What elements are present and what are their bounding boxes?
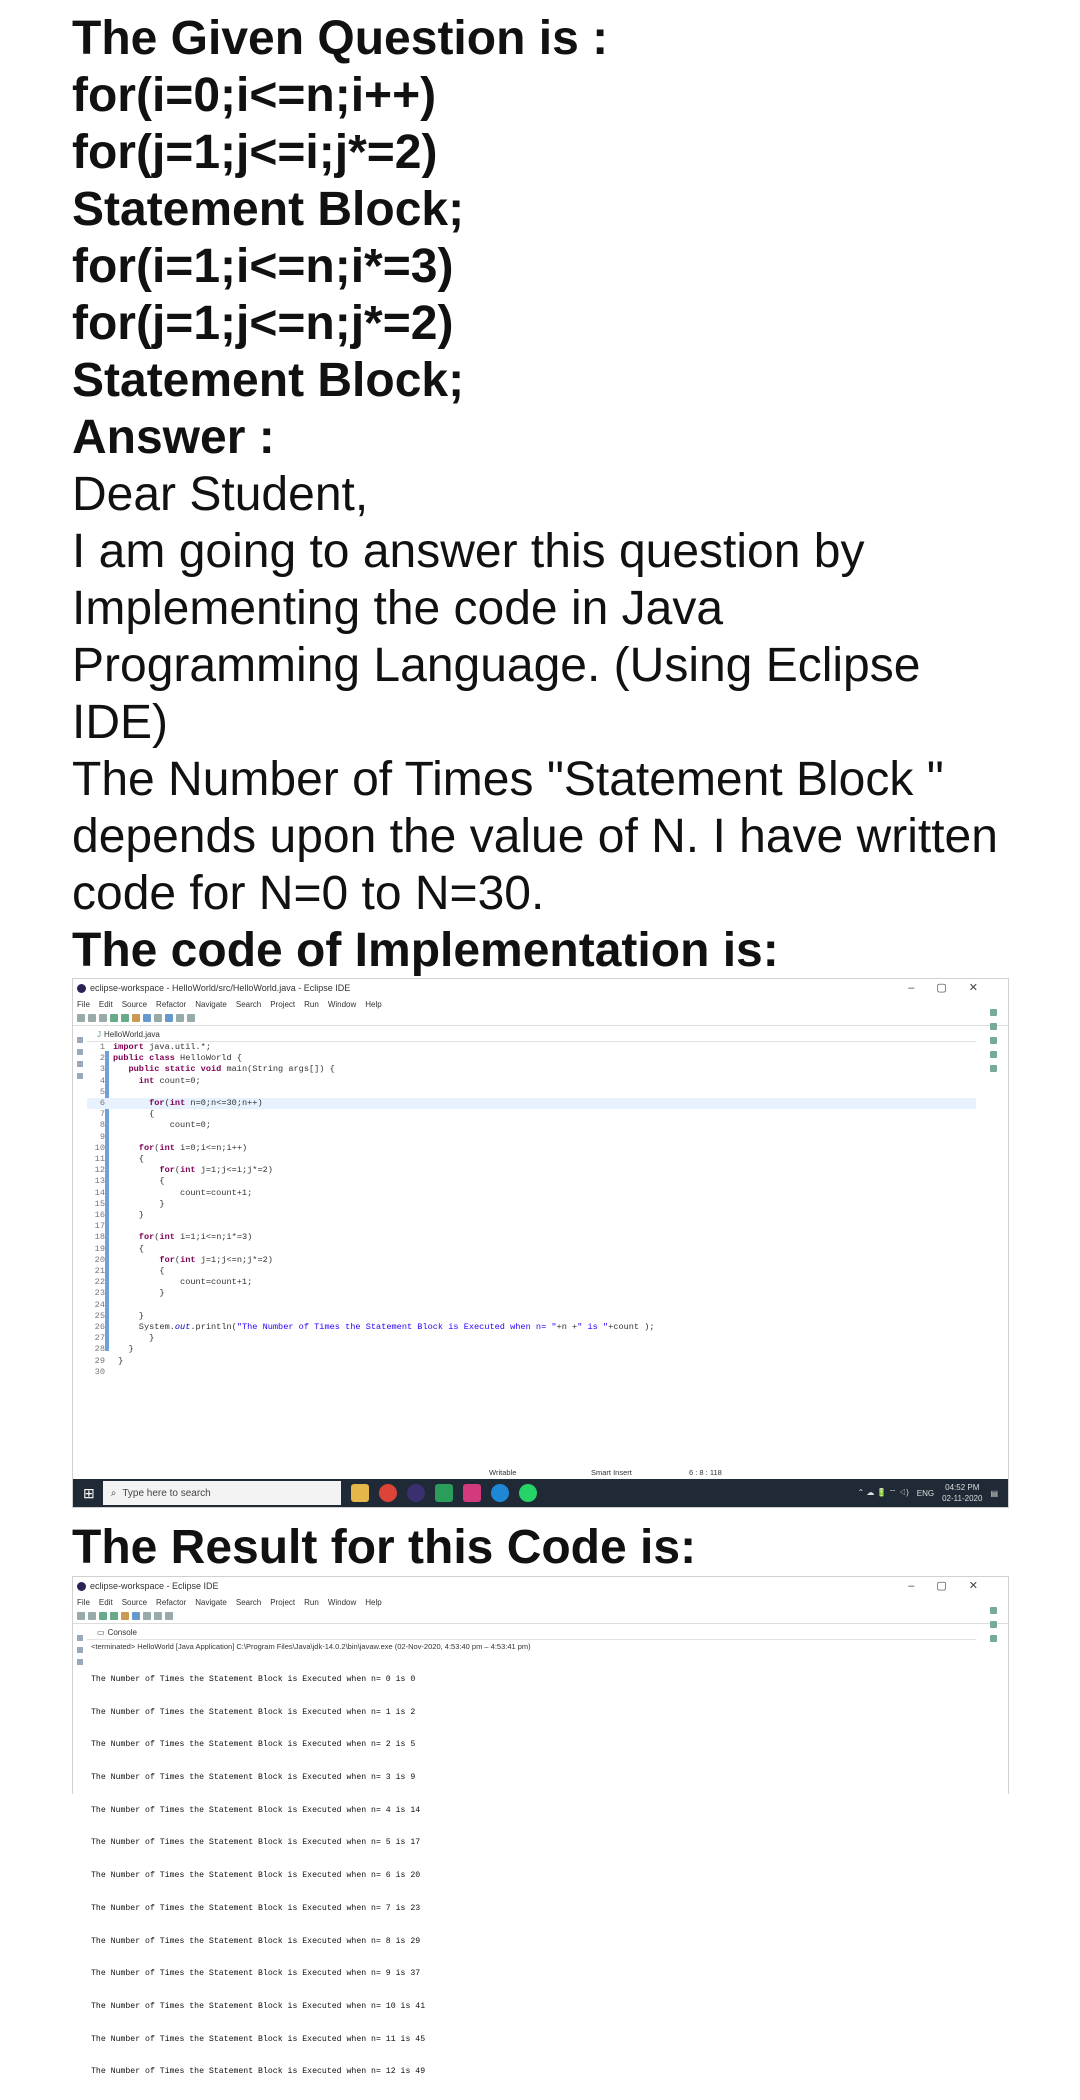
edge-icon[interactable] bbox=[491, 1484, 509, 1502]
forward-icon[interactable] bbox=[187, 1014, 195, 1022]
menu-help[interactable]: Help bbox=[365, 1597, 382, 1607]
file-icon: J bbox=[97, 1029, 101, 1039]
console-tab-label: Console bbox=[107, 1627, 137, 1637]
document-body bbox=[72, 10, 1032, 979]
menu-bar bbox=[73, 1595, 1008, 1609]
console-line: The Number of Times the Statement Block is Executed when n= 10 is 41 bbox=[91, 2002, 426, 2011]
eclipse-icon bbox=[77, 1582, 86, 1591]
terminated-label: <terminated> HelloWorld [Java Application] C:\Program Files\Java\jdk-14.0.2\bin\javaw.exe (02-Nov-2020, 4:53:40 pm – 4:53:41 pm) bbox=[91, 1642, 531, 1651]
menu-project[interactable]: Project bbox=[270, 1597, 296, 1607]
windows-start-icon[interactable]: ⊞ bbox=[83, 1484, 95, 1501]
menu-navigate[interactable]: Navigate bbox=[195, 1597, 227, 1607]
window-title: eclipse-workspace - HelloWorld/src/HelloWorld.java - Eclipse IDE bbox=[90, 983, 351, 993]
menu-bar bbox=[73, 997, 1008, 1011]
menu-run[interactable]: Run bbox=[304, 1597, 319, 1607]
answer-line: The Number of Times "Statement Block " bbox=[72, 753, 944, 806]
answer-line: IDE) bbox=[72, 696, 168, 749]
perspective-icon[interactable] bbox=[990, 1009, 997, 1016]
file-explorer-icon[interactable] bbox=[351, 1484, 369, 1502]
answer-line: depends upon the value of N. I have written bbox=[72, 810, 998, 863]
answer-line: Programming Language. (Using Eclipse bbox=[72, 639, 921, 692]
implementation-heading: The code of Implementation is: bbox=[72, 924, 779, 977]
hierarchy-icon[interactable] bbox=[77, 1659, 83, 1665]
window-title: eclipse-workspace - Eclipse IDE bbox=[90, 1581, 219, 1591]
left-trim-bar bbox=[75, 1635, 85, 1665]
menu-window[interactable]: Window bbox=[327, 1597, 357, 1607]
search-icon[interactable] bbox=[143, 1612, 151, 1620]
eclipse-taskbar-icon[interactable] bbox=[407, 1484, 425, 1502]
answer-heading: Answer : bbox=[72, 411, 275, 464]
task-list-icon[interactable] bbox=[990, 1023, 997, 1030]
console-line: The Number of Times the Statement Block is Executed when n= 2 is 5 bbox=[91, 1740, 416, 1750]
taskbar-search-placeholder: Type here to search bbox=[122, 1487, 211, 1499]
problems-view-icon[interactable] bbox=[990, 1051, 997, 1058]
problems-view-icon[interactable] bbox=[990, 1635, 997, 1642]
problems-icon[interactable] bbox=[77, 1073, 83, 1079]
pycharm-icon[interactable] bbox=[435, 1484, 453, 1502]
console-line: The Number of Times the Statement Block is Executed when n= 5 is 17 bbox=[91, 1838, 421, 1848]
print-icon[interactable] bbox=[99, 1014, 107, 1022]
window-titlebar bbox=[73, 1577, 1008, 1595]
right-trim-bar bbox=[982, 1607, 1004, 1642]
menu-navigate[interactable]: Navigate bbox=[195, 999, 227, 1009]
console-icon: ▭ bbox=[97, 1627, 105, 1637]
console-view-icon[interactable] bbox=[990, 1065, 997, 1072]
window-controls[interactable]: –▢✕ bbox=[908, 982, 1000, 994]
status-bar bbox=[73, 1466, 1008, 1478]
status-insert-mode: Smart Insert bbox=[591, 1467, 632, 1477]
menu-source[interactable]: Source bbox=[121, 999, 148, 1009]
menu-edit[interactable]: Edit bbox=[98, 1597, 113, 1607]
back-icon[interactable] bbox=[176, 1014, 184, 1022]
answer-line: I am going to answer this question by bbox=[72, 525, 865, 578]
tray-icons[interactable]: ⌃ ☁ 🔋 ⌔ ◁) bbox=[857, 1488, 909, 1497]
console-view[interactable] bbox=[87, 1625, 976, 2077]
back-icon[interactable] bbox=[154, 1612, 162, 1620]
new-icon[interactable] bbox=[77, 1612, 85, 1620]
console-line: The Number of Times the Statement Block is Executed when n= 12 is 49 bbox=[91, 2067, 426, 2077]
code-line: Statement Block; bbox=[72, 354, 465, 407]
menu-help[interactable]: Help bbox=[365, 999, 382, 1009]
perspective-icon[interactable] bbox=[990, 1607, 997, 1614]
new-icon[interactable] bbox=[77, 1014, 85, 1022]
taskbar-clock[interactable] bbox=[942, 1482, 982, 1504]
menu-refactor[interactable]: Refactor bbox=[156, 1597, 187, 1607]
console-line: The Number of Times the Statement Block is Executed when n= 7 is 23 bbox=[91, 1903, 421, 1913]
forward-icon[interactable] bbox=[165, 1612, 173, 1620]
menu-search[interactable]: Search bbox=[235, 1597, 262, 1607]
menu-source[interactable]: Source bbox=[121, 1597, 148, 1607]
code-line: for(i=1;i<=n;i*=3) bbox=[72, 240, 454, 293]
status-cursor-position: 6 : 8 : 118 bbox=[689, 1467, 722, 1477]
toolbar bbox=[73, 1609, 1008, 1624]
chrome-icon[interactable] bbox=[379, 1484, 397, 1502]
clock-date: 02-11-2020 bbox=[942, 1494, 983, 1503]
navigate-icon[interactable] bbox=[165, 1014, 173, 1022]
whatsapp-icon[interactable] bbox=[519, 1484, 537, 1502]
console-line: The Number of Times the Statement Block is Executed when n= 9 is 37 bbox=[91, 1969, 421, 1979]
code-line: for(j=1;j<=n;j*=2) bbox=[72, 297, 454, 350]
eclipse-console-screenshot bbox=[72, 1576, 1009, 2077]
code-line: Statement Block; bbox=[72, 183, 465, 236]
right-trim-bar bbox=[982, 1009, 1004, 1072]
result-heading: The Result for this Code is: bbox=[72, 1521, 697, 1574]
save-icon[interactable] bbox=[88, 1014, 96, 1022]
console-line: The Number of Times the Statement Block is Executed when n= 8 is 29 bbox=[91, 1936, 421, 1946]
notification-icon[interactable]: ▤ bbox=[990, 1488, 998, 1498]
run-icon[interactable] bbox=[110, 1612, 118, 1620]
console-line: The Number of Times the Statement Block is Executed when n= 6 is 20 bbox=[91, 1871, 421, 1881]
clock-time: 04:52 PM bbox=[945, 1483, 980, 1492]
console-line: The Number of Times the Statement Block is Executed when n= 4 is 14 bbox=[91, 1805, 421, 1815]
external-tools-icon[interactable] bbox=[121, 1612, 129, 1620]
editor-tab[interactable] bbox=[87, 1027, 976, 1042]
answer-line: code for N=0 to N=30. bbox=[72, 867, 545, 920]
language-indicator[interactable]: ENG bbox=[916, 1488, 935, 1498]
answer-line: Implementing the code in Java bbox=[72, 582, 724, 635]
outline-icon[interactable] bbox=[77, 1647, 83, 1653]
menu-file[interactable]: File bbox=[77, 999, 90, 1009]
menu-search[interactable]: Search bbox=[235, 999, 262, 1009]
window-titlebar bbox=[73, 979, 1008, 997]
menu-edit[interactable]: Edit bbox=[98, 999, 113, 1009]
search-icon: ⌕ bbox=[110, 1487, 117, 1499]
new-class-icon[interactable] bbox=[132, 1612, 140, 1620]
eclipse-editor-screenshot bbox=[72, 978, 1009, 1508]
console-output bbox=[87, 1653, 976, 2100]
code-line: for(j=1;j<=i;j*=2) bbox=[72, 126, 438, 179]
console-line: The Number of Times the Statement Block is Executed when n= 3 is 9 bbox=[91, 1772, 416, 1782]
system-tray bbox=[858, 1482, 1009, 1504]
outline-view-icon[interactable] bbox=[990, 1037, 997, 1044]
save-icon[interactable] bbox=[88, 1612, 96, 1620]
new-class-icon[interactable] bbox=[143, 1014, 151, 1022]
left-trim-bar bbox=[75, 1037, 85, 1079]
menu-refactor[interactable]: Refactor bbox=[156, 999, 187, 1009]
search-icon[interactable] bbox=[154, 1014, 162, 1022]
source-code: 1 import java.util.*; 2 public class HelloWorld { 3 public static void main(String args[]) { 4 int count=0; 5 6 for(int n=0;n<=30;n++) 7 { 8 count=0; 9 10 for(int i=0;i<=n;i++) 11 { 12 for(int j=1;j<=i;j*=2) 13 { 14 count=count+1; 15 } 16 } 17 18 for(int i=1;i<=n;i*=3) 19 { 20 for(int j=1;j<=n;j*=2) 21 { 22 count=count+1; 23 } 24 25 } 26 System.out.println("The Number of Times the Statement Block is Executed when n= "+n +" is "+count ); 27 } 28 } 29 } 30 bbox=[87, 1042, 976, 1378]
eclipse-icon bbox=[77, 984, 86, 993]
intellij-icon[interactable] bbox=[463, 1484, 481, 1502]
menu-file[interactable]: File bbox=[77, 1597, 90, 1607]
menu-project[interactable]: Project bbox=[270, 999, 296, 1009]
windows-taskbar bbox=[73, 1479, 1008, 1507]
console-line: The Number of Times the Statement Block is Executed when n= 1 is 2 bbox=[91, 1707, 416, 1717]
menu-run[interactable]: Run bbox=[304, 999, 319, 1009]
external-tools-icon[interactable] bbox=[132, 1014, 140, 1022]
code-line: for(i=0;i<=n;i++) bbox=[72, 69, 437, 122]
outline-view-icon[interactable] bbox=[990, 1621, 997, 1628]
editor-tab-label: HelloWorld.java bbox=[104, 1029, 160, 1039]
menu-window[interactable]: Window bbox=[327, 999, 357, 1009]
console-tab[interactable] bbox=[87, 1625, 976, 1640]
package-explorer-icon[interactable] bbox=[77, 1635, 83, 1641]
outline-icon[interactable] bbox=[77, 1049, 83, 1055]
debug-icon[interactable] bbox=[110, 1014, 118, 1022]
status-writable: Writable bbox=[489, 1467, 517, 1477]
run-icon[interactable] bbox=[121, 1014, 129, 1022]
window-controls[interactable]: –▢✕ bbox=[908, 1580, 1000, 1592]
answer-line: Dear Student, bbox=[72, 468, 369, 521]
console-line: The Number of Times the Statement Block is Executed when n= 0 is 0 bbox=[91, 1674, 416, 1684]
debug-icon[interactable] bbox=[99, 1612, 107, 1620]
package-explorer-icon[interactable] bbox=[77, 1037, 83, 1043]
question-heading: The Given Question is : bbox=[72, 12, 609, 65]
toolbar bbox=[73, 1011, 1008, 1026]
taskbar-search-box[interactable] bbox=[103, 1481, 341, 1505]
code-editor[interactable] bbox=[87, 1027, 976, 1467]
hierarchy-icon[interactable] bbox=[77, 1061, 83, 1067]
console-line: The Number of Times the Statement Block is Executed when n= 11 is 45 bbox=[91, 2034, 426, 2044]
